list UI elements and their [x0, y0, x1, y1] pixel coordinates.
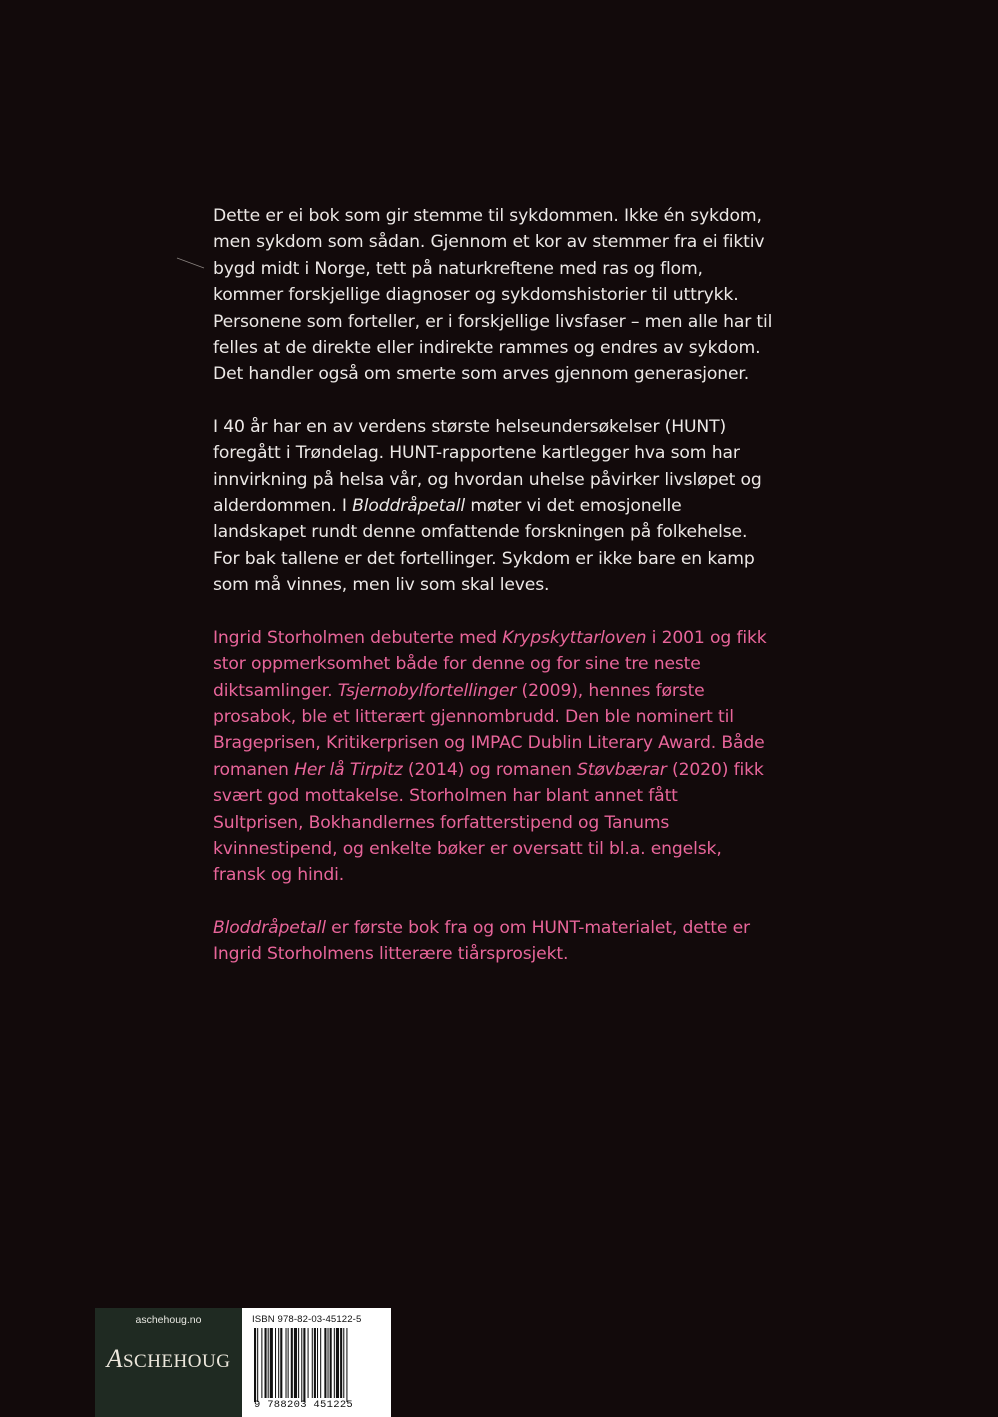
bio-title-2: Tsjernobylfortellinger [337, 680, 517, 701]
barcode-bar [275, 1328, 276, 1398]
project-paragraph [213, 915, 773, 968]
description-text: Dette er ei bok som gir stemme til sykdommen. Ikke én sykdom, men sykdom som sådan. Gjennom et kor av stemmer fra ei fiktiv bygd midt i Norge, tett på naturkreftene med ras og flom, kommer forskjellige diagnoser og sykdomshistorier til uttrykk. Personene som forteller, er i forskjellige livsfaser – men alle har til felles at de direkte eller indirekte rammes og endres av sykdom. Det handler også om smerte som arves gjennom generasjoner. [213, 206, 773, 385]
bio-title-4: Støvbærar [577, 759, 667, 780]
bio-text-c: (2009), hennes første prosabok, ble et litterært gjennombrudd. Den ble nominert til Brageprisen, Kritikerprisen og IMPAC Dublin Literary Award. Både romanen [213, 680, 765, 780]
barcode-bar [320, 1328, 321, 1398]
project-text: er første bok fra og om HUNT-materialet, dette er Ingrid Storholmens litterære tiårsprosjekt. [213, 917, 750, 965]
logo-initial: A [106, 1344, 123, 1373]
barcode-bar [278, 1328, 279, 1398]
barcode-bar [314, 1328, 316, 1398]
publisher-logo [95, 1344, 242, 1374]
barcode-bar [340, 1328, 342, 1398]
barcode-bar [328, 1328, 329, 1398]
barcode-bar [270, 1328, 273, 1398]
hunt-text-a: I 40 år har en av verdens største helseundersøkelser (HUNT) foregått i Trøndelag. HUNT-rapportene kartlegger hva som har innvirkning på helsa vår, og hvordan uhelse påvirker livsløpet og alderdommen. I [213, 416, 762, 517]
publisher-url: aschehoug.no [135, 1314, 202, 1326]
barcode-digits: 9 788203 451225 [254, 1399, 354, 1411]
decorative-stroke [176, 257, 206, 269]
blurb-text [213, 203, 773, 994]
barcode-bar [291, 1328, 293, 1398]
bio-title-3: Her lå Tirpitz [294, 759, 403, 780]
barcode-bar [298, 1328, 299, 1398]
project-book-title: Bloddråpetall [213, 917, 326, 938]
barcode-bar [254, 1328, 256, 1402]
barcode-bar [312, 1328, 313, 1398]
bio-text-a: Ingrid Storholmen debuterte med [213, 627, 503, 648]
logo-rest: SCHEHOUG [122, 1351, 231, 1372]
isbn-label: ISBN 978-82-03-45122-5 [252, 1314, 362, 1325]
cover-footer [95, 1308, 391, 1417]
barcode-bar [308, 1328, 309, 1398]
barcode-bar [317, 1328, 318, 1398]
barcode-bar [280, 1328, 282, 1398]
bio-text-d: (2014) og romanen [402, 759, 578, 780]
barcode-bar [261, 1328, 262, 1398]
barcode-bar [343, 1328, 344, 1398]
hunt-text-b: møter vi det emosjonelle landskapet rundt denne omfattende forskningen på folkehelse. For bak tallene er det fortellinger. Sykdom er ikke bare en kamp som må vinnes, men liv som skal leves. [213, 496, 755, 596]
bio-title-1: Krypskyttarloven [502, 627, 647, 648]
book-title-italic: Bloddråpetall [352, 496, 466, 517]
barcode-bar [303, 1328, 305, 1402]
publisher-panel [95, 1308, 242, 1417]
bio-text-e: (2020) fikk svært god mottakelse. Storholmen har blant annet fått Sultprisen, Bokhandlernes forfatterstipend og Tanums kvinnestipend, og enkelte bøker er oversatt til bl.a. engelsk, fransk og hindi. [213, 759, 764, 886]
barcode-bar [336, 1328, 339, 1398]
barcode-bar [286, 1328, 287, 1398]
barcode-bar [288, 1328, 289, 1398]
barcode-bar [330, 1328, 332, 1398]
barcode-bar [265, 1328, 267, 1398]
barcode-bar [301, 1328, 302, 1402]
barcode-panel [242, 1308, 391, 1417]
barcode-bar [268, 1328, 269, 1398]
bio-text-b: i 2001 og fikk stor oppmerksomhet både for denne og for sine tre neste diktsamlinger. [213, 627, 767, 701]
author-bio-paragraph [213, 625, 773, 889]
barcode-bar [294, 1328, 297, 1398]
hunt-paragraph [213, 414, 773, 599]
barcode-bar [346, 1328, 347, 1402]
description-paragraph [213, 203, 773, 388]
barcode-bar [334, 1328, 335, 1398]
barcode-bar [324, 1328, 326, 1398]
barcode-bar [257, 1328, 258, 1402]
